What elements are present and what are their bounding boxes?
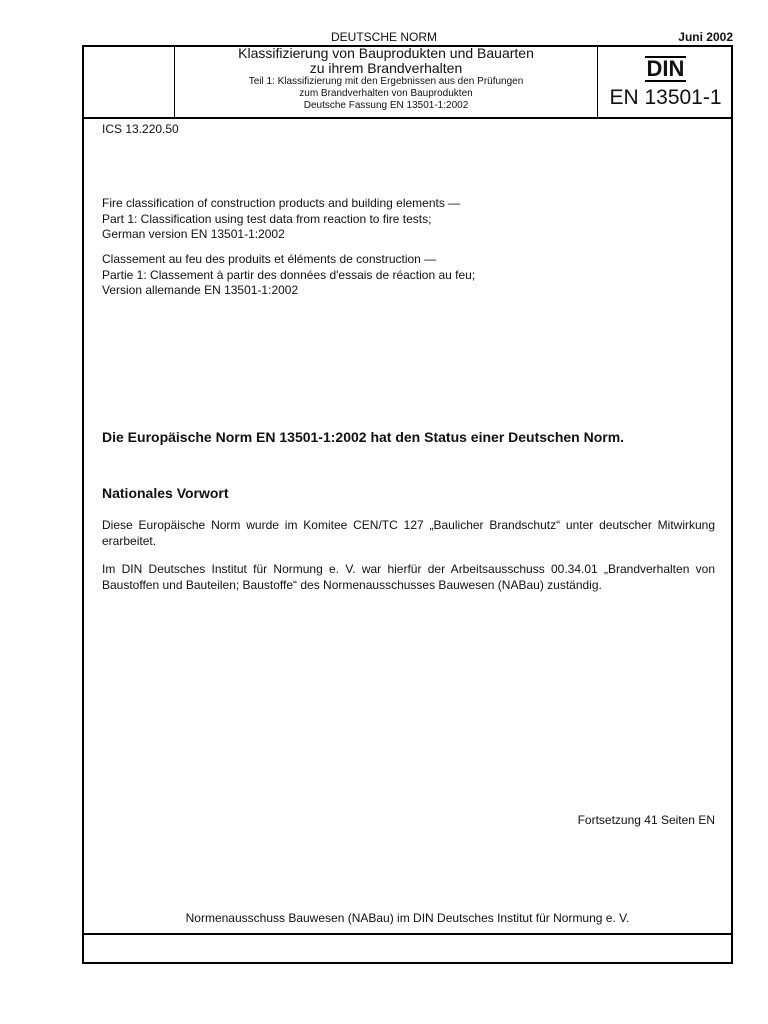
standard-number: EN 13501-1 [609,86,722,109]
english-title-line-3: German version EN 13501-1:2002 [102,227,285,242]
committee-footer: Normenausschuss Bauwesen (NABau) im DIN Deutsches Institut für Normung e. V. [185,911,630,925]
foreword-paragraph-2: Im DIN Deutsches Institut für Normung e. V. war hierfür der Arbeitsausschuss 00.34.01 „Brandverhalten von Baustoffen und Bauteilen; Baustoffe“ des Normenausschusses Bauwesen (NABau) zuständig. [102,562,715,592]
title-line-2: zu ihrem Brandverhalten [309,59,463,76]
status-statement: Die Europäische Norm EN 13501-1:2002 hat den Status einer Deutschen Norm. [102,429,625,445]
foreword-heading: Nationales Vorwort [102,485,229,501]
din-logo-text: DIN [646,56,685,81]
french-title-line-2: Partie 1: Classement à partir des données d'essais de réaction au feu; [102,267,476,282]
standard-type-label: DEUTSCHE NORM [330,30,437,44]
title-line-1: Klassifizierung von Bauprodukten und Bauarten [238,45,534,61]
english-title [102,196,715,243]
french-title [102,252,715,299]
continuation-note: Fortsetzung 41 Seiten EN [577,813,715,827]
english-title-line-2: Part 1: Classification using test data from reaction to fire tests; [102,211,432,226]
french-title-line-3: Version allemande EN 13501-1:2002 [102,283,299,298]
subtitle-line-1: Teil 1: Klassifizierung mit den Ergebnissen aus den Prüfungen [248,76,524,88]
footer-divider [82,933,733,935]
title-subtitle [175,76,597,112]
title-block [175,46,597,112]
issue-date: Juni 2002 [678,30,733,44]
french-title-line-1: Classement au feu des produits et éléments de construction — [102,252,437,266]
subtitle-line-2: zum Brandverhalten von Bauprodukten [299,88,473,100]
ics-code: ICS 13.220.50 [102,122,179,136]
title-main [175,46,597,75]
din-logo [598,56,733,82]
subtitle-line-3: Deutsche Fassung EN 13501-1:2002 [303,100,469,112]
english-title-line-1: Fire classification of construction products and building elements — [102,196,461,210]
foreword-paragraph-1: Diese Europäische Norm wurde im Komitee CEN/TC 127 „Baulicher Brandschutz“ unter deutscher Mitwirkung erarbeitet. [102,518,715,548]
